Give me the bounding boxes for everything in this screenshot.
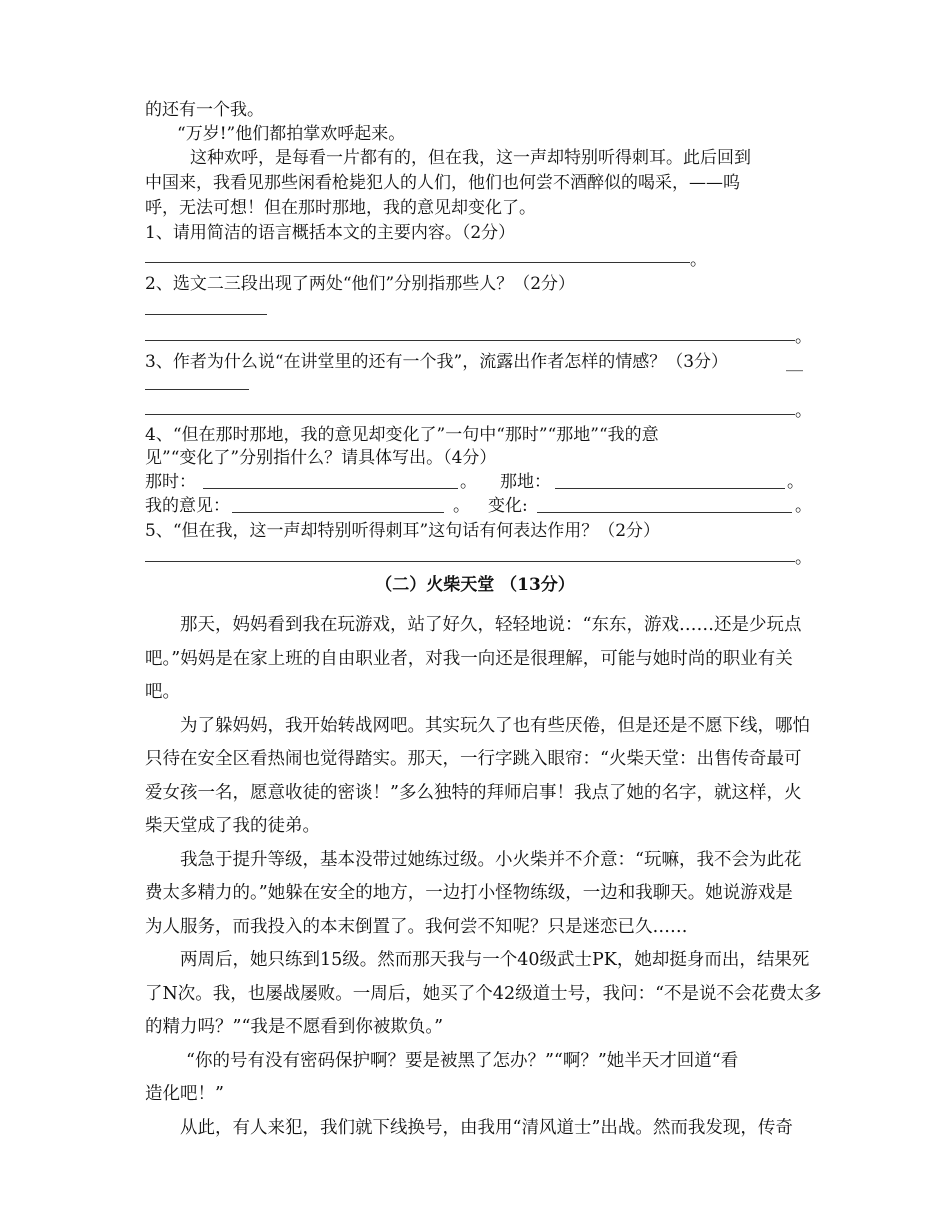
answer-line-bianhua[interactable] [537,512,792,513]
label-natime: 那时： [145,472,196,492]
label-yijian: 我的意见： [145,496,230,516]
answer-line-nadi[interactable] [555,488,785,489]
question-3: 3、作者为什么说“在讲堂里的还有一个我”，流露出作者怎样的情感？（3分） [145,352,729,372]
passage-line: 的精力吗？”“我是不愿看到你被欺负。” [145,1017,444,1037]
period: 。 [460,472,477,492]
passage-line: 造化吧！” [145,1084,224,1104]
passage-line: 那天，妈妈看到我在玩游戏，站了好久，轻轻地说：“东东，游戏……还是少玩点 [180,615,802,635]
passage-line: 呼，无法可想！但在那时那地，我的意见却变化了。 [145,198,536,218]
question-4-line1: 4、“但在那时那地，我的意见却变化了”一句中“那时”“那地”“我的意 [145,425,659,445]
passage-line: 中国来，我看见那些闲看枪毙犯人的人们，他们也何尝不酒醉似的喝采，——呜 [145,173,740,193]
passage-line: 了N次。我，也屡战屡败。一周后，她买了个42级道士号，我问：“不是说不会花费太多 [145,983,822,1004]
period: 。 [795,327,812,347]
answer-line-q1[interactable] [145,262,690,263]
passage-line: 爱女孩一名，愿意收徒的密谈！”多么独特的拜师启事！我点了她的名字，就这样，火 [145,782,802,803]
question-4-line2: 见”“变化了”分别指什么？请具体写出。（4分） [145,448,497,468]
label-nadi: 那地： [500,472,551,492]
passage-line: 柴天堂成了我的徒弟。 [145,816,320,836]
period: 。 [453,496,470,516]
passage-line: “你的号有没有密码保护啊？要是被黑了怎办？”“啊？”她半天才回道“看 [186,1050,739,1071]
period: 。 [795,548,812,568]
passage-line: “万岁!”他们都拍掌欢呼起来。 [177,124,406,144]
answer-line-q5[interactable] [145,561,795,562]
passage-line: 吧。 [145,682,180,702]
period: 。 [787,472,804,492]
question-5: 5、“但在我，这一声却特别听得刺耳”这句话有何表达作用？（2分） [145,521,661,541]
passage-line: 为人服务，而我投入的本末倒置了。我何尝不知呢？只是迷恋已久…… [145,916,688,937]
answer-line-q2a[interactable] [145,314,267,315]
period: 。 [795,496,812,516]
period: 。 [795,401,812,421]
question-1: 1、请用简洁的语言概括本文的主要内容。（2分） [145,223,516,243]
passage-line: 我急于提升等级，基本没带过她练过级。小火柴并不介意：“玩嘛，我不会为此花 [180,849,802,870]
question-2: 2、选文二三段出现了两处“他们”分别指那些人？（2分） [145,274,576,294]
answer-line-q3a[interactable] [145,389,249,390]
answer-line-natime[interactable] [203,488,458,489]
label-bianhua: 变化: [488,496,528,516]
passage-line: 吧。”妈妈是在家上班的自由职业者，对我一向还是很理解，可能与她时尚的职业有关 [145,648,793,669]
passage-line: 费太多精力的。”她躲在安全的地方，一边打小怪物练级，一边和我聊天。她说游戏是 [145,883,793,903]
passage-line: 从此，有人来犯，我们就下线换号，由我用“清风道士”出战。然而我发现，传奇 [180,1117,793,1138]
period: 。 [690,250,707,270]
section-title: （二）火柴天堂 （13分） [375,575,575,595]
answer-blank-q3[interactable]: __ [786,352,803,372]
passage-line: 为了躲妈妈，我开始转战网吧。其实玩久了也有些厌倦，但是还是不愿下线，哪怕 [180,715,810,736]
answer-line-yijian[interactable] [232,512,444,513]
passage-line: 的还有一个我。 [145,100,264,120]
passage-line: 这种欢呼，是每看一片都有的，但在我，这一声却特别听得刺耳。此后回到 [190,148,751,168]
answer-line-q2b[interactable] [145,340,795,341]
answer-line-q3b[interactable] [145,414,795,415]
passage-line: 两周后，她只练到15级。然而那天我与一个40级武士PK，她却挺身而出，结果死 [180,950,810,970]
passage-line: 只待在安全区看热闹也觉得踏实。那天，一行字跳入眼帘：“火柴天堂：出售传奇最可 [145,749,802,769]
